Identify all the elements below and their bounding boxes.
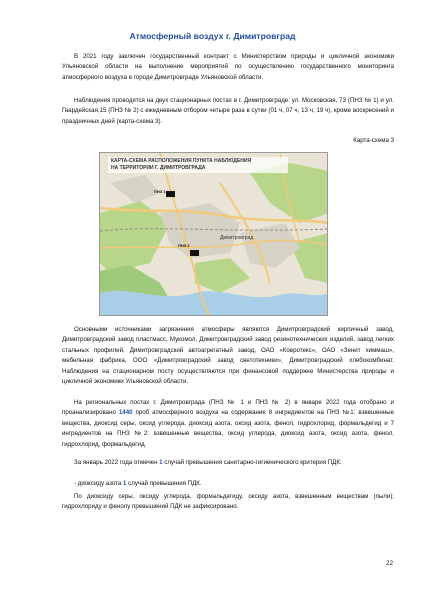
observation-paragraph: Наблюдения проводятся на двух стационарных постах в г. Димитровграде: ул. Московская, 73 (ПНЗ № 1) и ул. Гвардейская,15 (ПНЗ № 2) с ежедневным отбором четыре раза в сутки (01 ч, 07 ч, 13 ч, 19 ч), кроме воскресений и праздничных дней (карта-схема 3). [62, 97, 394, 125]
post-1-marker [166, 191, 175, 197]
post-2-marker [190, 250, 199, 256]
sampling-paragraph [62, 398, 394, 450]
city-label: Димитровград [220, 235, 254, 241]
intro-paragraph: В 2021 году заключен государственный контракт с Министерством природы и цикличной экономики Ульяновской области на выполнение мероприятий по осуществлению государственного мониторинга атмосферного воздуха в городе Димитровграде Ульяновской области. [62, 53, 394, 81]
page-number: 22 [386, 560, 393, 567]
post-1-label: ПНЗ 1 [154, 189, 166, 194]
exceedance-paragraph [62, 458, 394, 468]
sample-count: 1440 [118, 409, 133, 417]
no2-exceedance-item [62, 479, 394, 489]
map-banner-line-2: НА ТЕРРИТОРИИ Г. ДИМИТРОВГРАДА [111, 165, 206, 171]
map-image [100, 153, 328, 316]
sampling-text-start: На региональных постах г. Димитровграда (ПНЗ № 1 и ПНЗ № 2) в январе 2022 года отобрано и проанализировано [62, 399, 394, 417]
exceedance-text-start: За январь 2022 года отмечен [74, 459, 160, 466]
post-2-label: ПНЗ 2 [178, 243, 190, 248]
sampling-text-end: проб атмосферного воздуха на содержание 8 ингредиентов на ПНЗ №1: взвешенные вещества, диоксид серы, оксид углерода, диоксид азота, оксид азота, фенол, гидрохлорид, формальдегид и 7 ингредиентов на ПНЗ №2: взвешенные вещества, оксид углерода, диоксид азота, оксид азота, фенол, гидрохлорид, формальдегид. [62, 409, 394, 448]
map-caption: Карта-схема 3 [353, 137, 394, 144]
no2-text-end: случай превышения ПДК. [126, 480, 202, 487]
sources-paragraph: Основными источниками загрязнения атмосферы являются Димитровградский кирпичный завод, Димитровградский завод пластмасс, Мукомол, Димитровградский завод резинотехнических изделий, завод легких стальных профилей, Димитровградский автоагрегатный завод, ОАО «Ковротекс», ОАО «Зенит химмаш», мебельная фабрика, ООО «Димитровградский завод светотехники», Димитровградский хлебокомбинат. Наблюдения на стационарном посту осуществляются при финансовой поддержке Министерства природы и цикличной экономики Ульяновской области. [62, 326, 394, 386]
exceedance-text-end: случай превышения санитарно-гигиенического критерия ПДК: [162, 459, 342, 466]
exceedance-count: 1 [159, 459, 163, 466]
map-scheme [99, 152, 328, 316]
page-title: Атмосферный воздух г. Димитровград [129, 31, 296, 41]
no-exceedance-paragraph: По диоксиду серы, оксиду углерода, формальдегиду, оксиду азота, взвешенным веществам (пыли); гидрохлориду и фенолу превышений ПДК не зафиксировано. [62, 493, 394, 511]
no2-text-start: - диоксиду азота [74, 480, 124, 487]
no2-count: 1 [123, 480, 127, 487]
map-banner-line-1: КАРТА-СХЕМА РАСПОЛОЖЕНИЯ ПУНКТА НАБЛЮДЕНИЯ [111, 158, 252, 164]
